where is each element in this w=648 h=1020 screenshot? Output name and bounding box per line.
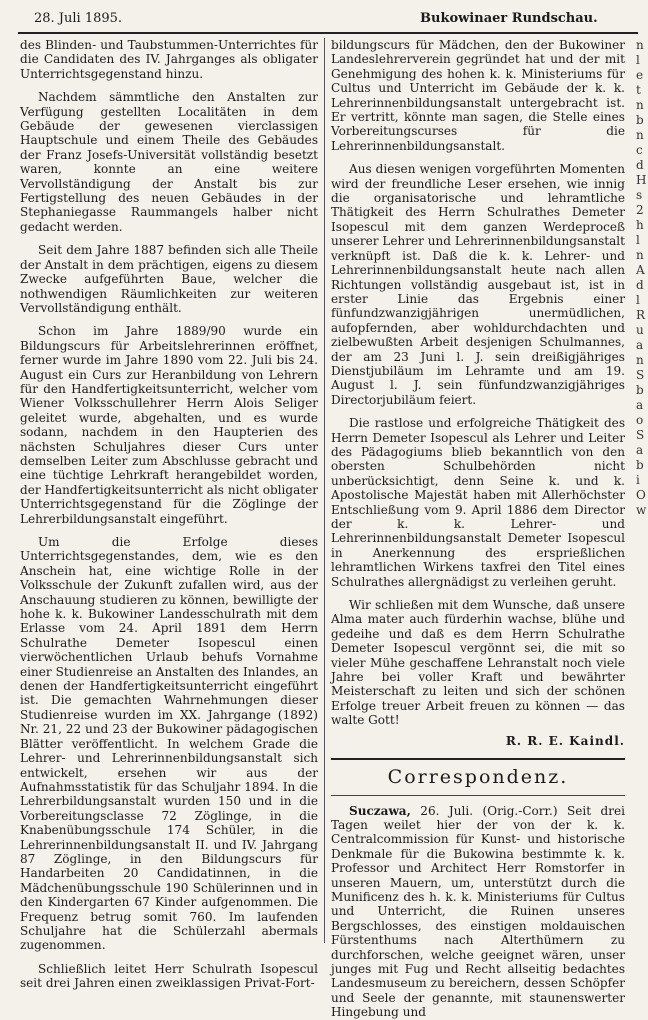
cropped-column-fragment: a (636, 443, 644, 457)
cropped-column-fragment: o (636, 413, 644, 427)
paragraph: bildungscurs für Mädchen, den der Bukowiner Landeslehrerverein gegründet hat und der mit Genehmigung des hohen k. k. Ministeriums für Cultus und Unterricht im Gebäude der k. k. Lehrerinnenbildungsanstalt untergebracht ist. Er vertritt, könnte man sagen, die Stelle eines Vorbereitungscurses für die Lehrerinnenbildungsanstalt. (331, 38, 625, 153)
cropped-column-fragment: n (636, 353, 644, 367)
cropped-column-fragment: R (636, 308, 646, 322)
cropped-column-fragment: O (636, 488, 646, 502)
paragraph: Nachdem sämmtliche den Anstalten zur Verfügung gestellten Localitäten in dem Gebäude der gewesenen vierclassigen Hauptschule und einem Theile des Gebäudes der Franz Josefs-Universität vollständig besetzt waren, konnte an eine weitere Vervollständigung der Anstalt bis zur Fertigstellung des neuen Gebäudes in der Stephaniegasse Raummangels halber nicht gedacht werden. (20, 90, 318, 234)
paragraph: Seit dem Jahre 1887 befinden sich alle Theile der Anstalt in dem prächtigen, eigens zu diesem Zwecke aufgeführten Baue, welcher die nothwendigen Räumlichkeiten zur weiteren Vervollständigung enthält. (20, 243, 318, 315)
cropped-column-fragment: c (636, 143, 643, 157)
cropped-column-fragment: l (636, 53, 640, 67)
cropped-column-fragment: i (636, 473, 640, 487)
paragraph: Schließlich leitet Herr Schulrath Isopescul seit drei Jahren einen zweiklassigen Privat-Fort- (20, 961, 318, 991)
section-separator (331, 758, 625, 760)
cropped-column-fragment: b (636, 458, 644, 472)
newspaper-title: Bukowinaer Rundschau. (420, 11, 598, 26)
cropped-column-fragment: l (636, 233, 640, 247)
cropped-column-fragment: n (636, 128, 644, 142)
cropped-column-fragment: u (636, 323, 644, 337)
cropped-column-fragment: b (636, 113, 644, 127)
cropped-column-fragment: H (636, 173, 647, 187)
correspondence-text: 26. Juli. (Orig.-Corr.) Seit drei Tagen weilet hier der von der k. k. Centralcommission für Kunst- und historische Denkmale für die Bukowina bestimmte k. k. Professor und Architect Herr Romstorfer in unseren Mauern, um, unterstützt durch die Munificenz des h. k. k. Ministeriums für Cultus und Unterricht, die Ruinen unseres Bergschlosses, des einstigen moldauischen Fürstenthums nach Alterthümern zu durchforschen, welche geeignet wären, unser junges mit Fug und Recht allseitig bedachtes Landesmuseum zu bereichern, dessen Schöpfer und Seele der genannte, mit staunenswerter Hingebung und (331, 803, 625, 1020)
cropped-column-fragment: e (636, 68, 644, 82)
paragraph: Wir schließen mit dem Wunsche, daß unsere Alma mater auch fürderhin wachse, blühe und gedeihe und daß es dem Herrn Schulrathe Demeter Isopescul vergönnt sei, die mit so vieler Mühe geschaffene Lehranstalt noch viele Jahre bei voller Kraft und bewährter Meisterschaft zu leiten und sich der schönen Erfolge treuer Arbeit freuen zu können — das walte Gott! (331, 598, 625, 728)
section-separator-thin (331, 795, 625, 796)
cropped-column-fragment: b (636, 383, 644, 397)
cropped-column-fragment: n (636, 248, 644, 262)
column-right-edge (636, 38, 648, 943)
article-signature: R. R. E. Kaindl. (505, 733, 625, 748)
issue-date: 28. Juli 1895. (34, 11, 123, 26)
cropped-column-fragment: n (636, 38, 644, 52)
cropped-column-fragment: S (636, 368, 645, 382)
cropped-column-fragment: w (636, 503, 647, 517)
cropped-column-fragment: a (636, 398, 644, 412)
cropped-column-fragment: a (636, 338, 644, 352)
column-left (20, 38, 318, 991)
paragraph: Aus diesen wenigen vorgeführten Momenten wird der freundliche Leser ersehen, wie innig die organisatorische und lehramtliche Thätigkeit des Herrn Schulrathes Demeter Isopescul mit dem ganzen Werdeproceß unserer Lehrer und Lehrerinnenbildungsanstalt verknüpft ist. Daß die k. k. Lehrer- und Lehrerinnenbildungsanstalt heute nach allen Richtungen vollständig ausgebaut ist, ist in erster Linie das Ergebnis einer fünfundzwanzigjährigen unermüdlichen, aufopfernden, aber wohldurchdachten und zielbewußten Arbeit desjenigen Schulmannes, der am 23 Juni l. J. sein dreißigjähriges Dienstjubiläum im Lehramte und am 19. August l. J. sein fünfundzwanzigjähriges Directorjubiläum feiert. (331, 162, 625, 407)
cropped-column-fragment: l (636, 293, 640, 307)
cropped-column-fragment: d (636, 278, 644, 292)
cropped-column-fragment: S (636, 428, 645, 442)
page-header (0, 0, 648, 34)
column-divider (324, 38, 325, 943)
paragraph: Die rastlose und erfolgreiche Thätigkeit des Herrn Demeter Isopescul als Lehrer und Leiter des Pädagogiums blieb bekanntlich von den obersten Schulbehörden nicht unberücksichtigt, denn Seine k. und k. Apostolische Majestät haben mit Allerhöchster Entschließung vom 9. April 1886 dem Director der k. k. Lehrer- und Lehrerinnenbildungsanstalt Demeter Isopescul in Anerkennung des ersprießlichen lehramtlichen Wirkens taxfrei den Titel eines Schulrathes allergnädigst zu verleihen geruht. (331, 416, 625, 589)
paragraph: Um die Erfolge dieses Unterrichtsgegenstandes, dem, wie es den Anschein hat, eine wichtige Rolle in der Volksschule der Zukunft zufallen wird, aus der Anschauung studieren zu können, bewilligte der hohe k. k. Bukowiner Landesschulrath mit dem Erlasse vom 24. April 1891 dem Herrn Schulrathe Demeter Isopescul einen vierwöchentlichen Urlaub behufs Vornahme einer Studienreise an Anstalten des Inlandes, an denen der Handfertigkeitsunterricht eingeführt ist. Die gemachten Wahrnehmungen dieser Studienreise wurden im XX. Jahrgange (1892) Nr. 21, 22 und 23 der Bukowiner pädagogischen Blätter veröffentlicht. In welchem Grade die Lehrer- und Lehrerinnenbildungsanstalt sich entwickelt, ersehen wir aus der Aufnahmsstatistik für das Schuljahr 1894. In die Lehrerbildungsanstalt wurden 150 und in die Vorbereitungsclasse 72 Zöglinge, in die Knabenübungsschule 174 Schüler, in die Lehrerinnenbildungsanstalt II. und IV. Jahrgang 87 Zöglinge, in den Bildungscurs für Handarbeiten 20 Candidatinnen, in die Mädchenübungsschule 190 Schülerinnen und in den Kindergarten 67 Kinder aufgenommen. Die Frequenz betrug somit 760. Im laufenden Schuljahre hat die Schülerzahl abermals zugenommen. (20, 535, 318, 953)
cropped-column-fragment: d (636, 158, 644, 172)
cropped-column-fragment: s (636, 188, 643, 202)
dateline-place: Suczawa, (349, 803, 411, 818)
cropped-column-fragment: n (636, 98, 644, 112)
section-heading: Correspondenz. (387, 766, 569, 789)
column-middle (331, 38, 625, 1020)
correspondence-paragraph (331, 804, 625, 1020)
cropped-column-fragment: 2 (636, 203, 644, 217)
cropped-column-fragment: t (636, 83, 641, 97)
paragraph: Schon im Jahre 1889/90 wurde ein Bildungscurs für Arbeitslehrerinnen eröffnet, ferner wurde im Jahre 1890 vom 22. Juli bis 24. August ein Curs zur Heranbildung von Lehrern für den Handfertigkeitsunterricht, welcher vom Wiener Volksschullehrer Herrn Alois Seliger geleitet wurde, abgehalten, und es wurde sodann, nachdem in den Haupterien des nächsten Schuljahres dieser Curs unter demselben Leiter zum Abschlusse gebracht und eine tüchtige Lehrkraft herangebildet worden, der Handfertigkeitsunterricht als nicht obligater Unterrichtsgegenstand für die Zöglinge der Lehrerbildungsanstalt eingeführt. (20, 324, 318, 526)
header-rule (18, 32, 638, 34)
cropped-column-fragment: h (636, 218, 644, 232)
paragraph: des Blinden- und Taubstummen-Unterrichtes für die Candidaten des IV. Jahrganges als obligater Unterrichtsgegenstand hinzu. (20, 38, 318, 81)
cropped-column-fragment: A (636, 263, 645, 277)
